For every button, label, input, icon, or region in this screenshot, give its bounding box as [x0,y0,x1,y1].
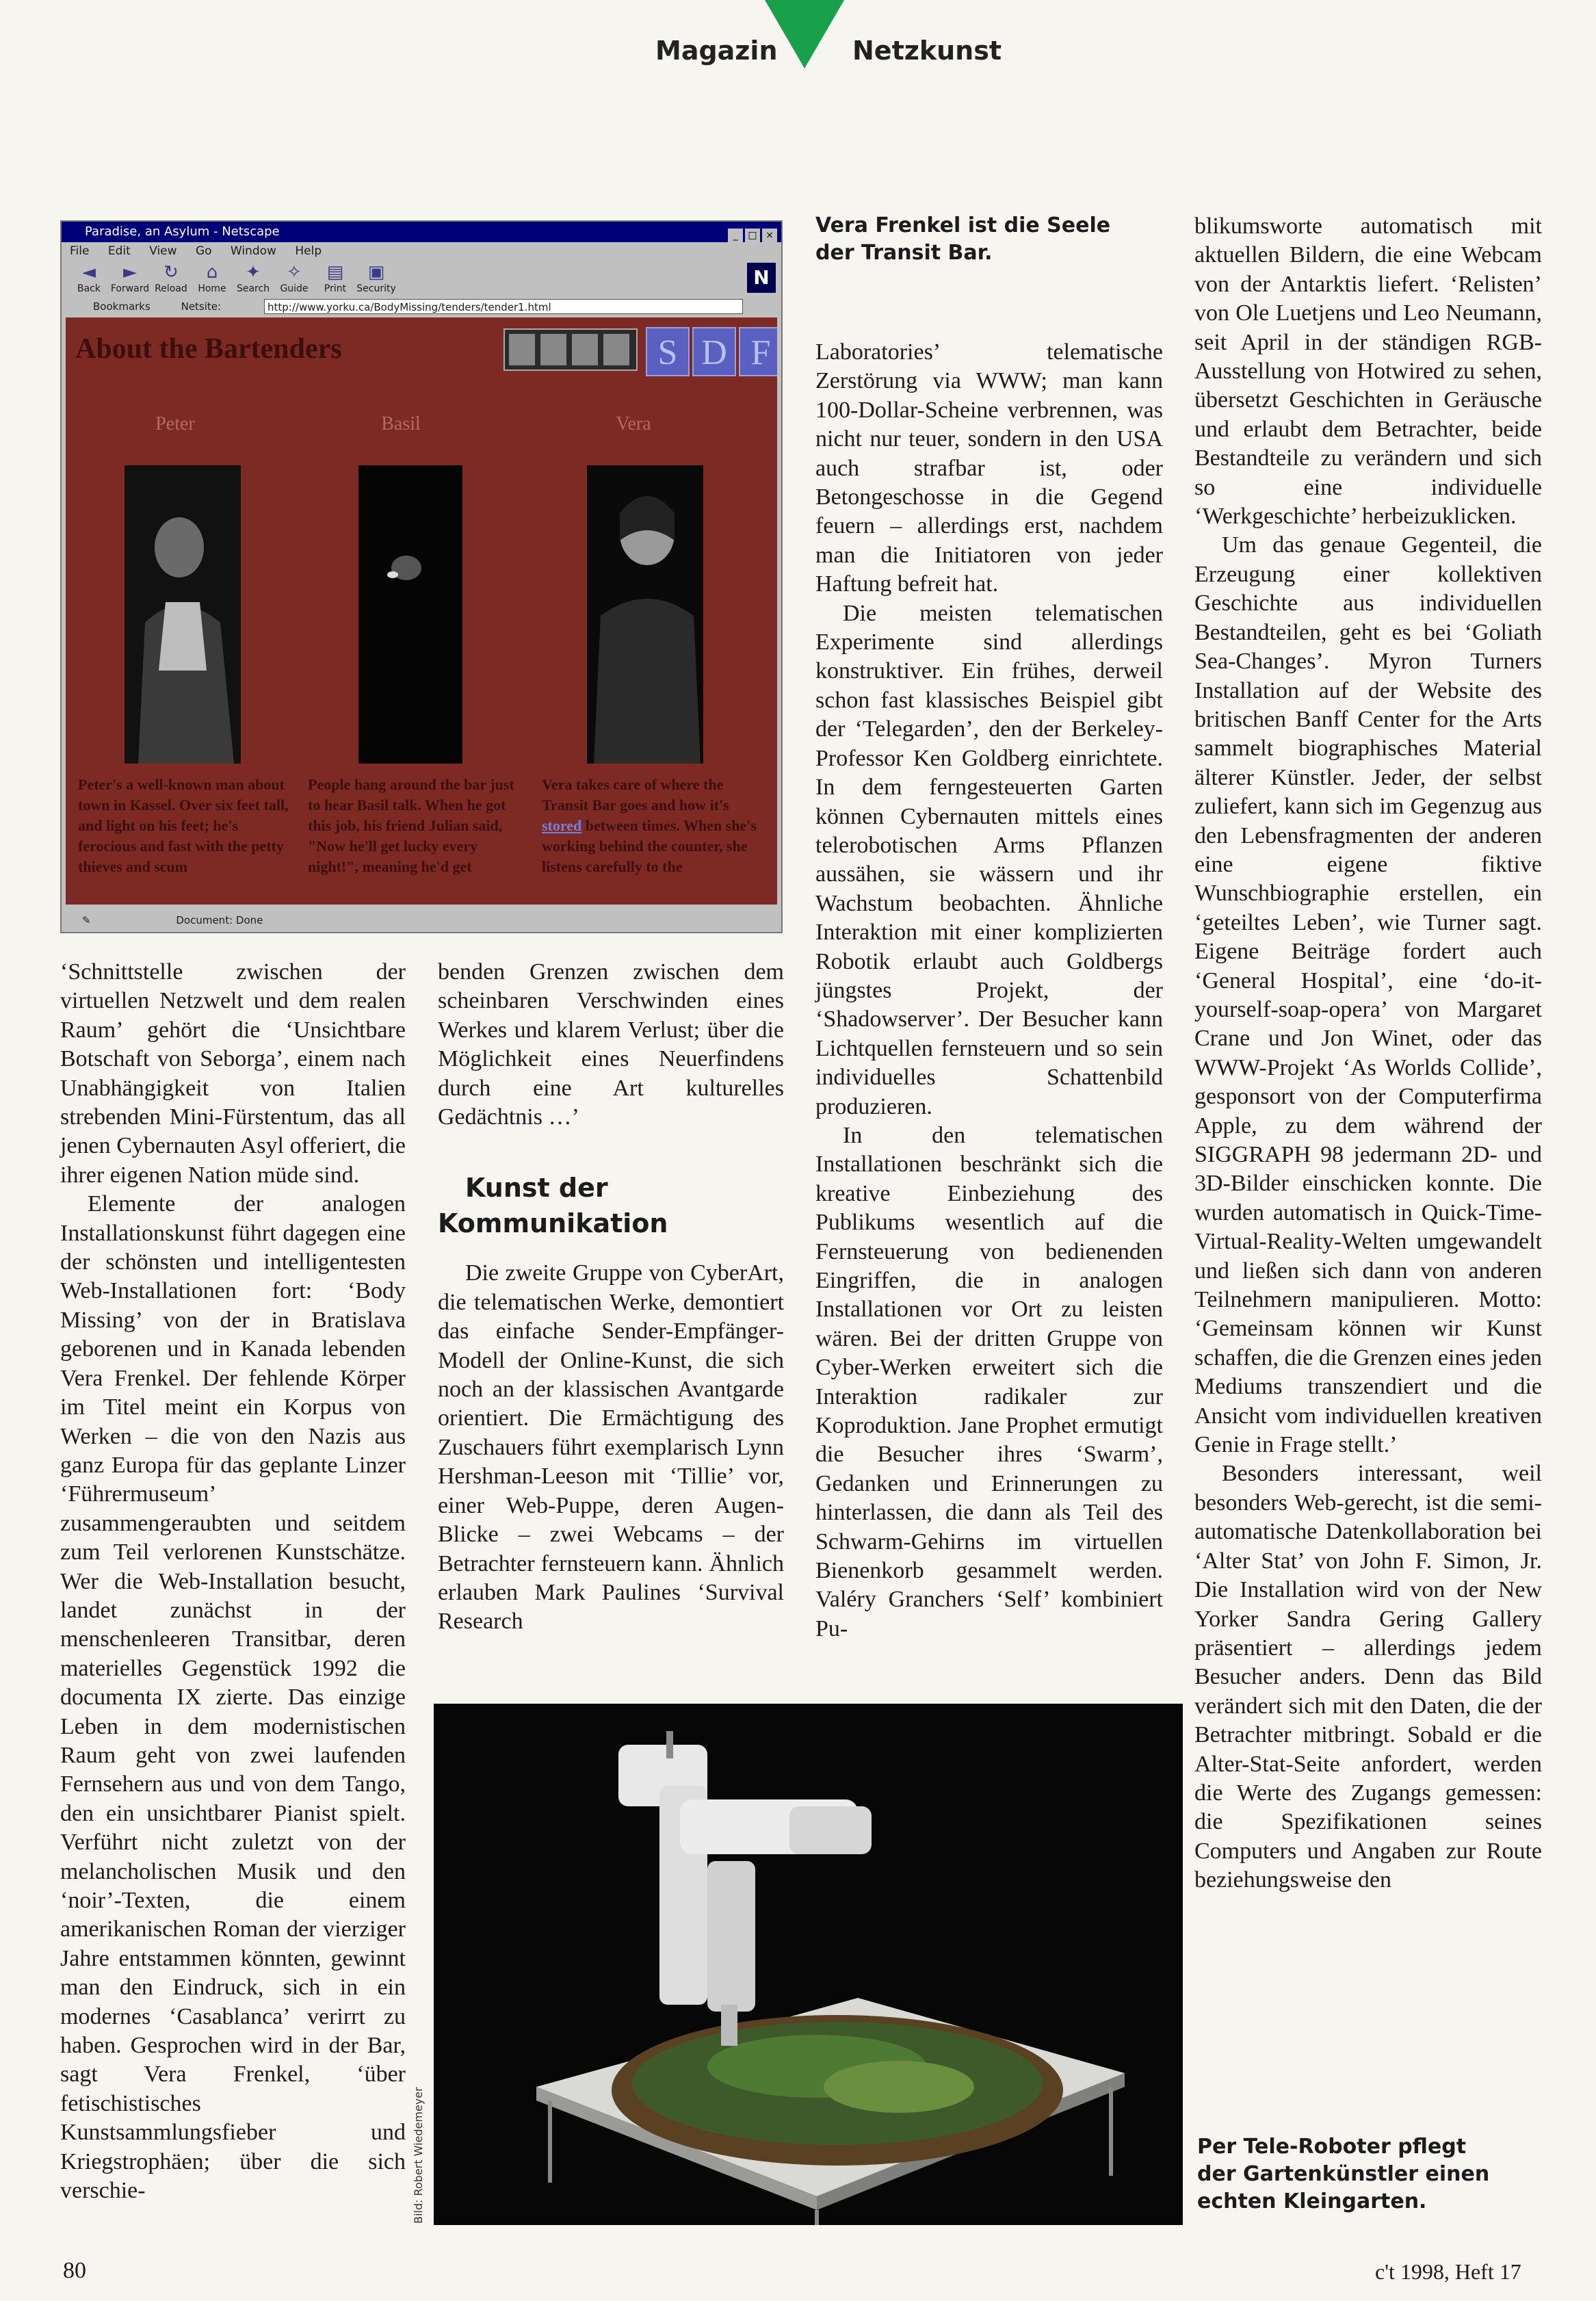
menu-go: Go [195,244,212,258]
location-bar [62,297,781,316]
stored-link: stored [542,817,582,834]
back-button: ◄ Back [68,261,109,294]
browser-titlebar [62,222,781,242]
paragraph: In den telematischen Installationen beschränkt sich die kreative Einbeziehung des Publikums wesentlich auf die Fernsteuerung von bedienenden Eingriffen, die in analogen Installationen vor Ort zu leisten wären. Bei der dritten Gruppe von Cyber-Werken erweitert sich die Interaktion radikaler zur Koproduktion. Jane Prophet ermutigt die Besucher ihres ‘Swarm’, Gedanken und Erinnerungen zu hinterlassen, die dann als Teil des Schwarm-Gehirns im virtuellen Bienenkorb gesammelt werden. Valéry Granchers ‘Self’ kombiniert Pu- [815,1122,1163,1641]
paragraph: blikumsworte automatisch mit aktuellen Bildern, die eine Webcam von der Antarktis liefert. ‘Relisten’ von Ole Luetjens und Leo Neumann, seit April in der ständigen RGB-Ausstellung von Hotwired zu sehen, übersetzt Geschichten in Geräusche und erlaubt dem Betrachter, beide Bestandteile zu verändern und sich so eine individuelle ‘Werkgeschichte’ herbeizuklicken. [1194,213,1542,530]
photo-credit: Bild: Robert Wiedemeyer [412,2087,425,2224]
menu-edit: Edit [107,244,131,258]
menu-help: Help [295,244,322,258]
column-2 [438,958,784,1637]
search-button: ✦ Search [233,261,274,294]
netscape-logo: N [747,263,776,293]
guide-button: ✧ Guide [274,261,315,294]
home-button: ⌂ Home [192,261,233,294]
close-icon: × [762,229,777,242]
print-button: ▤ Print [315,261,356,294]
telegarden-robot-photo [434,1704,1183,2225]
section-label: Magazin [655,36,778,66]
bartender-text-peter: Peter's a well-known man about town in Kassel. Over six feet tall, and light on his feet; he's ferocious and fast with the petty thieves and scum [78,776,289,875]
bartender-name-peter: Peter [155,413,195,434]
paragraph: Die meisten telematischen Experimente sind allerdings konstruktiver. Ein frühes, derweil schon fast klassisches Beispiel gibt der ‘Telegarden’, den der Berkeley-Professor Ken Goldberg einrichtete. In dem ferngesteuerten Garten können Cybernauten mittels eines telerobotischen Arms Pflanzen aussähen, sie wässern und ihr Wachstum beobachten. Ähnliche Interaktion mit einer komplizierten Robotik erlaubt auch Goldbergs jüngstes Projekt, der ‘Shadowserver’. Der Besucher kann Lichtquellen fernsteuern und so sein individuelles Schattenbild produzieren. [815,600,1163,1119]
search-icon: ✦ [246,262,261,283]
sdf-button-s: S [646,327,690,376]
forward-button: ► Forward [110,262,150,294]
paragraph: Laboratories’ telematische Zerstörung via WWW; man kann 100-Dollar-Scheine verbrennen, was nicht nur teuer, sondern in den USA auch strafbar ist, oder Betongeschosse in die Gegend feuern – allerdings erst, nachdem man die Initiatoren von jeder Haftung befreit hat. [815,339,1163,597]
column-4 [1194,212,1542,1895]
netscape-screenshot [60,220,783,933]
security-button: ▣ Security [356,262,396,294]
bartender-text-basil: People hang around the bar just to hear Basil talk. When he got this job, his friend Julian said, "Now he'll get lucky every night!", meaning he'd get [308,776,514,875]
browser-menubar [62,242,781,260]
location-label: Netsite: [181,300,222,313]
column-3 [815,338,1163,1643]
photo-peter [125,465,241,764]
issue-label: c't 1998, Heft 17 [1375,2259,1521,2284]
paragraph: benden Grenzen zwischen dem scheinbaren Verschwinden eines Werkes und klarem Verlust; über die Möglichkeit eines Neuerfindens durch eine Art kulturelles Gedächtnis …’ [438,959,784,1130]
paragraph: Besonders interessant, weil besonders Web-gerecht, ist die semi-automatische Datenkollaboration bei ‘Alter Stat’ von John F. Simon, Jr. Die Installation wird von der New Yorker Sandra Gering Gallery präsentiert – allerdings jedem Besucher anders. Denn das Bild verändert sich mit den Daten, die der Betrachter mitbringt. Sobald er die Alter-Stat-Seite anfordert, werden die Werte des Zugangs gemessen: die Spezifikationen seines Computers und Angaben zur Route beziehungsweise den [1194,1461,1542,1893]
paragraph: Elemente der analogen Installationskunst führt dagegen eine der schönsten und intelligentesten Web-Installationen fort: ‘Body Missing’ von der in Bratislava geborenen und in Kanada lebenden Vera Frenkel. Der fehlende Körper im Titel meint ein Korpus von Werken – die von den Nazis aus ganz Europa für das geplante Linzer ‘Führermuseum’ zusammengeraubten und seitdem zum Teil verlorenen Kunstschätze. Wer die Web-Installation besucht, landet zunächst in der menschenleeren Transitbar, deren materielles Gegenstück 1992 die documenta IX zierte. Das einzige Leben in dem modernistischen Raum geht von zwei laufenden Fernsehern aus und von dem Tango, den ein unsichtbarer Pianist spielt. Verführt nicht zuletzt von der melancholischen Musik und den ‘noir’-Texten, die einem amerikanischen Roman der vierziger Jahre entstammen könnten, gewinnt man den Eindruck, sich in ein modernes ‘Casablanca’ verirrt zu haben. Gesprochen wird in der Bar, sagt Vera Frenkel, ‘über fetischistisches Kunstsammlungsfieber und Kriegstrophäen; über die sich verschie- [60,1191,406,2204]
home-icon: ⌂ [206,262,218,283]
bartender-name-basil: Basil [381,413,421,434]
paragraph: Die zweite Gruppe von CyberArt, die telematischen Werke, demontiert das einfache Sender-Empfänger-Modell der Online-Kunst, die sich noch an der klassischen Avantgarde orientiert. Die Ermächtigung des Zuschauers führt exemplarisch Lynn Hershman-Leeson mit ‘Tillie’ vor, einer Web-Puppe, deren Augen-Blicke – zwei Webcams – der Betrachter fernsteuern kann. Ähnlich erlauben Mark Paulines ‘Survival Research [438,1260,784,1635]
page-heading: About the Bartenders [75,333,342,365]
photo-basil [358,465,462,764]
bookmarks-label: Bookmarks [93,300,151,313]
reload-icon: ↻ [163,262,179,283]
back-icon: ◄ [82,262,96,283]
window-title: Paradise, an Asylum - Netscape [85,224,280,239]
subheading: Kunst der Kommunikation [438,1173,668,1239]
reload-button: ↻ Reload [151,261,192,294]
browser-toolbar [62,260,781,297]
sdf-button-d: D [692,327,736,376]
status-text: Document: Done [176,914,263,926]
url-field: http://www.yorku.ca/BodyMissing/tenders/tender1.html [264,299,743,314]
status-bar [62,909,781,932]
thumbnail-strip [503,328,638,371]
paragraph: Um das genaue Gegenteil, die Erzeugung einer kollektiven Geschichte aus individuellen Bestandteilen, geht es bei ‘Goliath Sea-Changes’. Myron Turners Installation auf der Website des britischen Banff Center for the Arts sammelt biographisches Material älterer Künstler. Jeder, der selbst zuliefert, kann sich im Gegenzug aus den Lebensfragmenten der anderen eine eigene fiktive Wunschbiographie erstellen, ein ‘geteiltes Leben’, wie Turner sagt. Eigene Beiträge fordert auch ‘General Hospital’, eine ‘do-it-yourself-soap-opera’ von Margaret Crane und Jon Winet, oder das WWW-Projekt ‘As Worlds Collide’, gesponsort von der Computerfirma Apple, zu dem während der SIGGRAPH 98 jedermann 2D- und 3D-Bilder einschicken konnte. Die wurden automatisch in Quick-Time-Virtual-Reality-Welten umgewandelt und ließen sich dann von anderen Teilnehmern manipulieren. Motto: ‘Gemeinsam können wir Kunst schaffen, die die Grenzen eines jeden Mediums transzendiert und die Ansicht vom individuellen kreativen Genie in Frage stellt.’ [1194,532,1542,1458]
menu-file: File [70,244,90,258]
bartender-text-vera: Vera takes care of where the Transit Bar goes and how it's stored between times. When she's working behind the counter, she listens carefully to the [542,776,757,875]
minimize-icon: _ [728,229,743,242]
bartender-name-vera: Vera [616,413,651,434]
forward-icon: ► [123,262,137,283]
header-triangle-marker [765,0,844,68]
screenshot-caption: Vera Frenkel ist die Seele der Transit Bar. [815,213,1111,265]
sdf-button-f: F [739,327,777,376]
robot-caption: Per Tele-Roboter pflegt der Gartenkünstler einen echten Kleingarten. [1197,2135,1490,2213]
page-number: 80 [63,2258,86,2283]
photo-vera [587,465,703,764]
lock-icon: ▣ [367,262,385,283]
window-controls [726,224,777,245]
menu-window: Window [230,244,276,258]
column-1 [60,958,406,2205]
guide-icon: ✧ [287,262,302,283]
page-content [66,317,777,905]
status-icon: ✎ [82,914,91,926]
print-icon: ▤ [326,262,344,283]
maximize-icon: □ [745,229,760,242]
topic-label: Netzkunst [852,36,1002,66]
paragraph: ‘Schnittstelle zwischen der virtuellen Netzwelt und dem realen Raum’ gehört die ‘Unsichtbare Botschaft von Seborga’, einem nach Unabhängigkeit von Italien strebenden Mini-Fürstentum, das all jenen Cybernauten Asyl offeriert, die ihrer eigenen Nation müde sind. [60,959,406,1188]
menu-view: View [149,244,177,258]
